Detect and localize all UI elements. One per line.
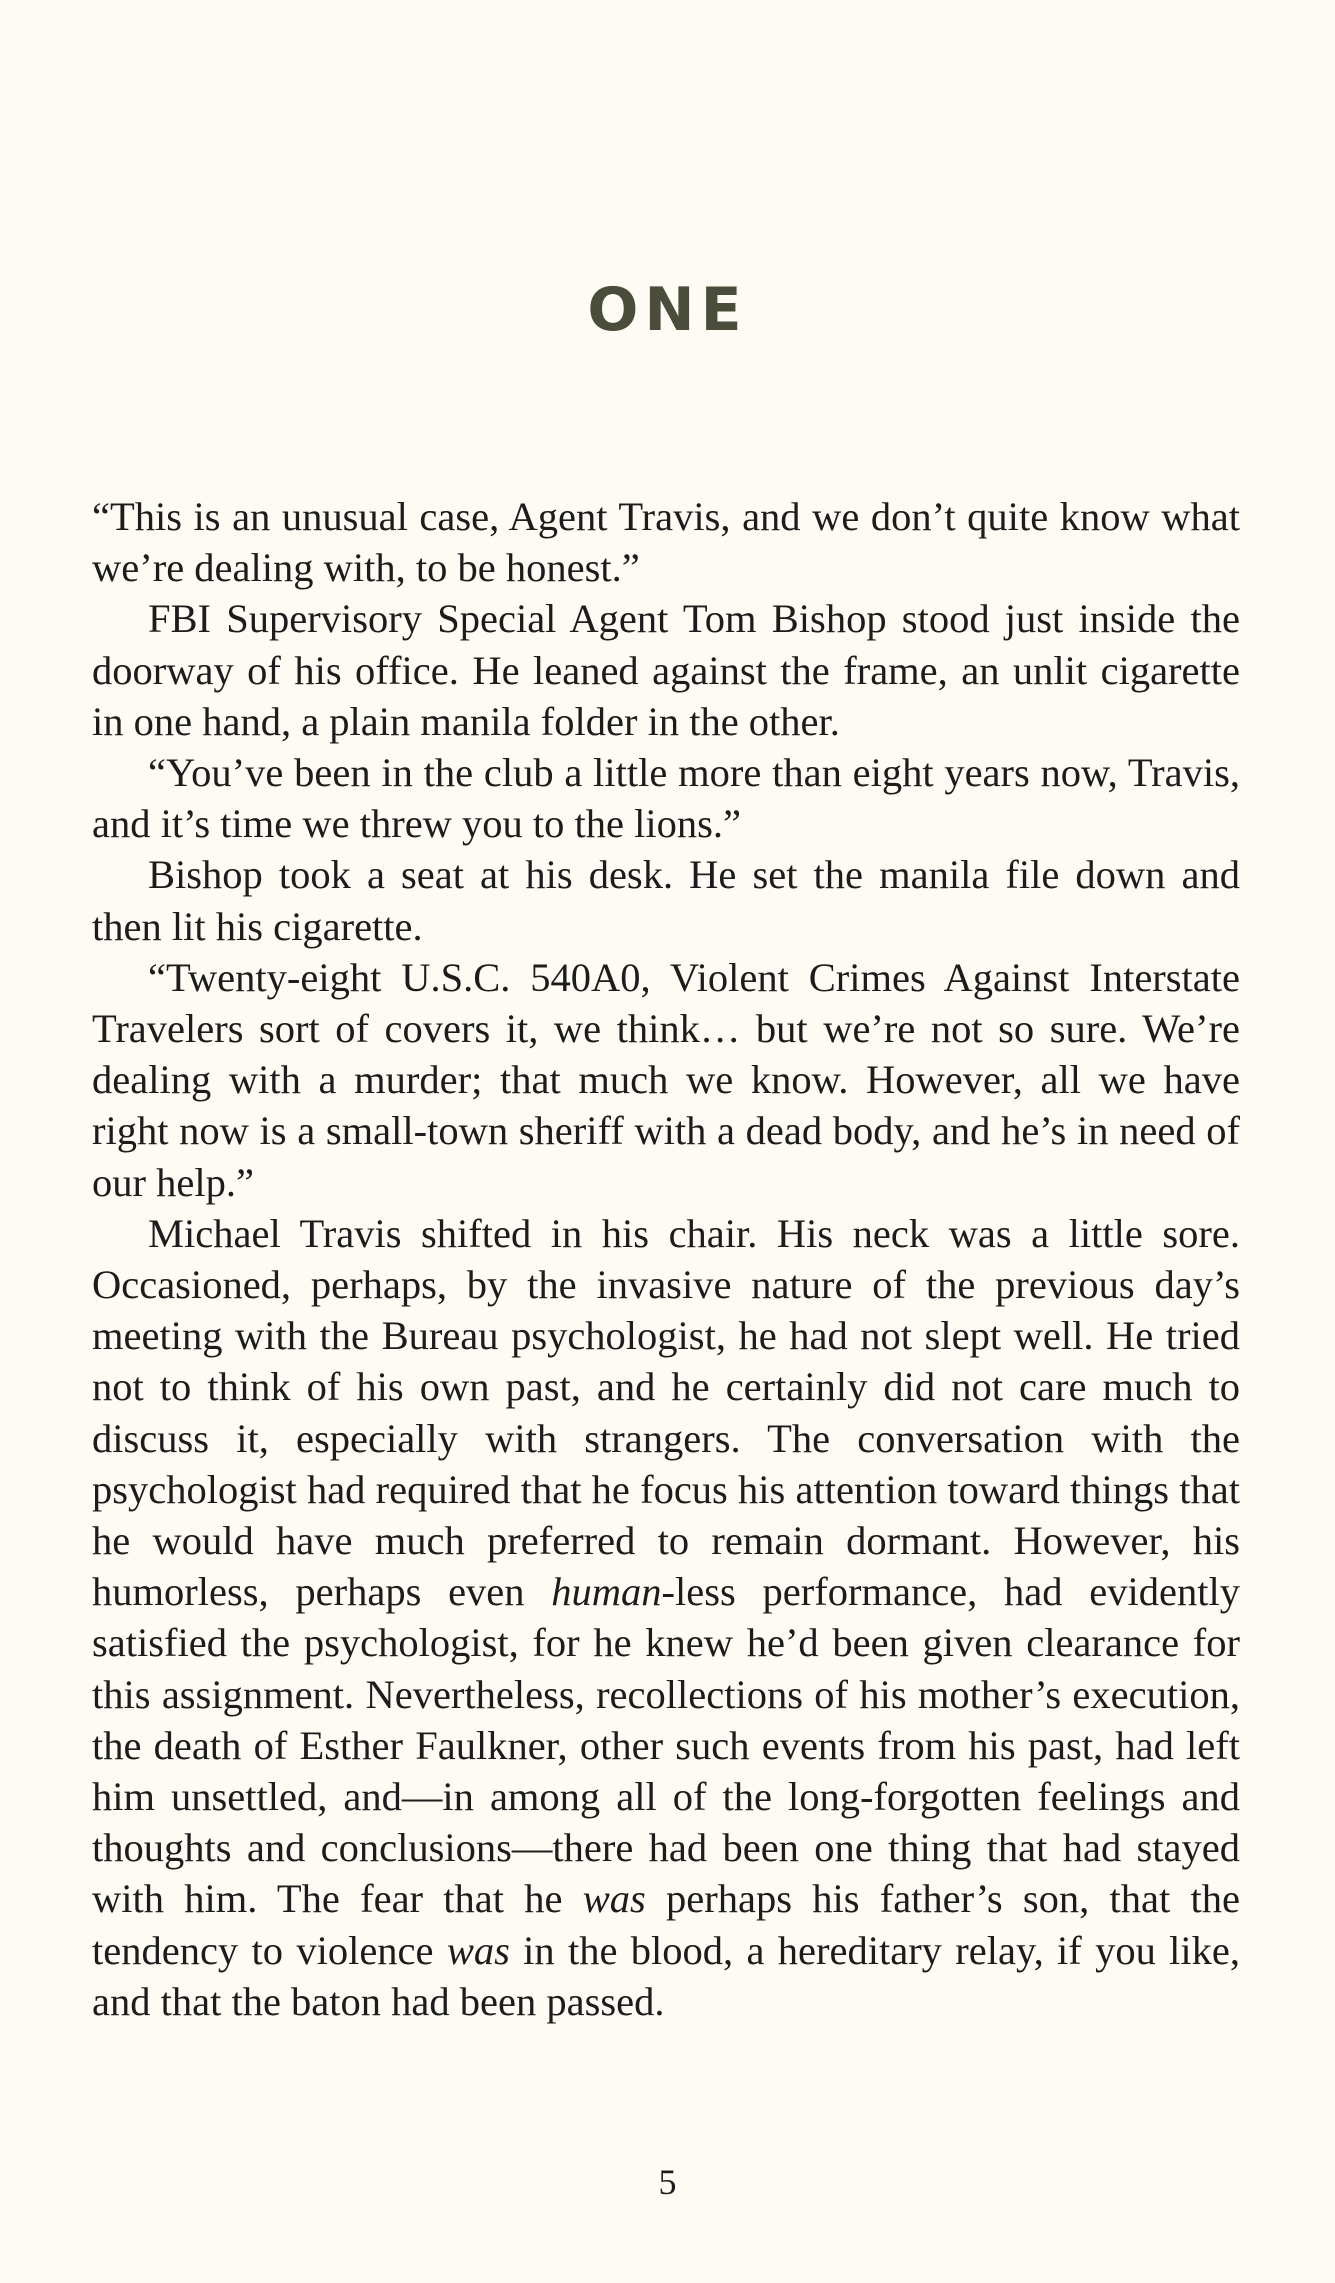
chapter-body xyxy=(92,491,1240,2027)
paragraph-6-text-c: perhaps his father’s son, that the tendency to violence xyxy=(92,1876,1240,1973)
page-number: 5 xyxy=(658,2162,677,2202)
paragraph-1: “This is an unusual case, Agent Travis, and we don’t quite know what we’re dealing with, to be honest.” xyxy=(92,494,1240,591)
paragraph-6-italic-human: human xyxy=(551,1569,662,1615)
paragraph-4: Bishop took a seat at his desk. He set the manila file down and then lit his cigarette. xyxy=(92,852,1240,949)
paragraph-2: FBI Supervisory Special Agent Tom Bishop stood just inside the doorway of his office. He leaned against the frame, an unlit cigarette in one hand, a plain manila folder in the other. xyxy=(92,596,1240,744)
paragraph-6-text-d: in the blood, a hereditary relay, if you like, and that the baton had been passed. xyxy=(92,1927,1240,2024)
paragraph-6-italic-was-1: was xyxy=(582,1876,646,1922)
paragraph-6-text-b: -less performance, had evidently satisfied the psychologist, for he knew he’d been given clearance for this assignment. Nevertheless, recollections of his mother’s execution, the death of Esther Faulkner, other such events from his past, had left him unsettled, and—in among all of the long-forgotten feelings and thoughts and conclusions—there had been one thing that had stayed with him. The fear that he xyxy=(92,1569,1240,1922)
paragraph-6-text-a: Michael Travis shifted in his chair. His neck was a little sore. Occasioned, perhaps, by the invasive nature of the previous day’s meeting with the Bureau psychologist, he had not slept well. He tried not to think of his own past, and he certainly did not care much to discuss it, especially with strangers. The conversation with the psychologist had required that he focus his attention toward things that he would have much preferred to remain dormant. However, his humorless, perhaps even xyxy=(92,1210,1240,1615)
chapter-title: ONE xyxy=(587,275,748,345)
paragraph-6 xyxy=(92,1208,1240,2027)
paragraph-5: “Twenty-eight U.S.C. 540A0, Violent Crimes Against Interstate Travelers sort of covers it, we think… but we’re not so sure. We’re dealing with a murder; that much we know. However, all we have right now is a small-town sheriff with a dead body, and he’s in need of our help.” xyxy=(92,954,1240,1205)
paragraph-6-italic-was-2: was xyxy=(446,1927,510,1973)
paragraph-3: “You’ve been in the club a little more than eight years now, Travis, and it’s time we threw you to the lions.” xyxy=(92,750,1240,847)
